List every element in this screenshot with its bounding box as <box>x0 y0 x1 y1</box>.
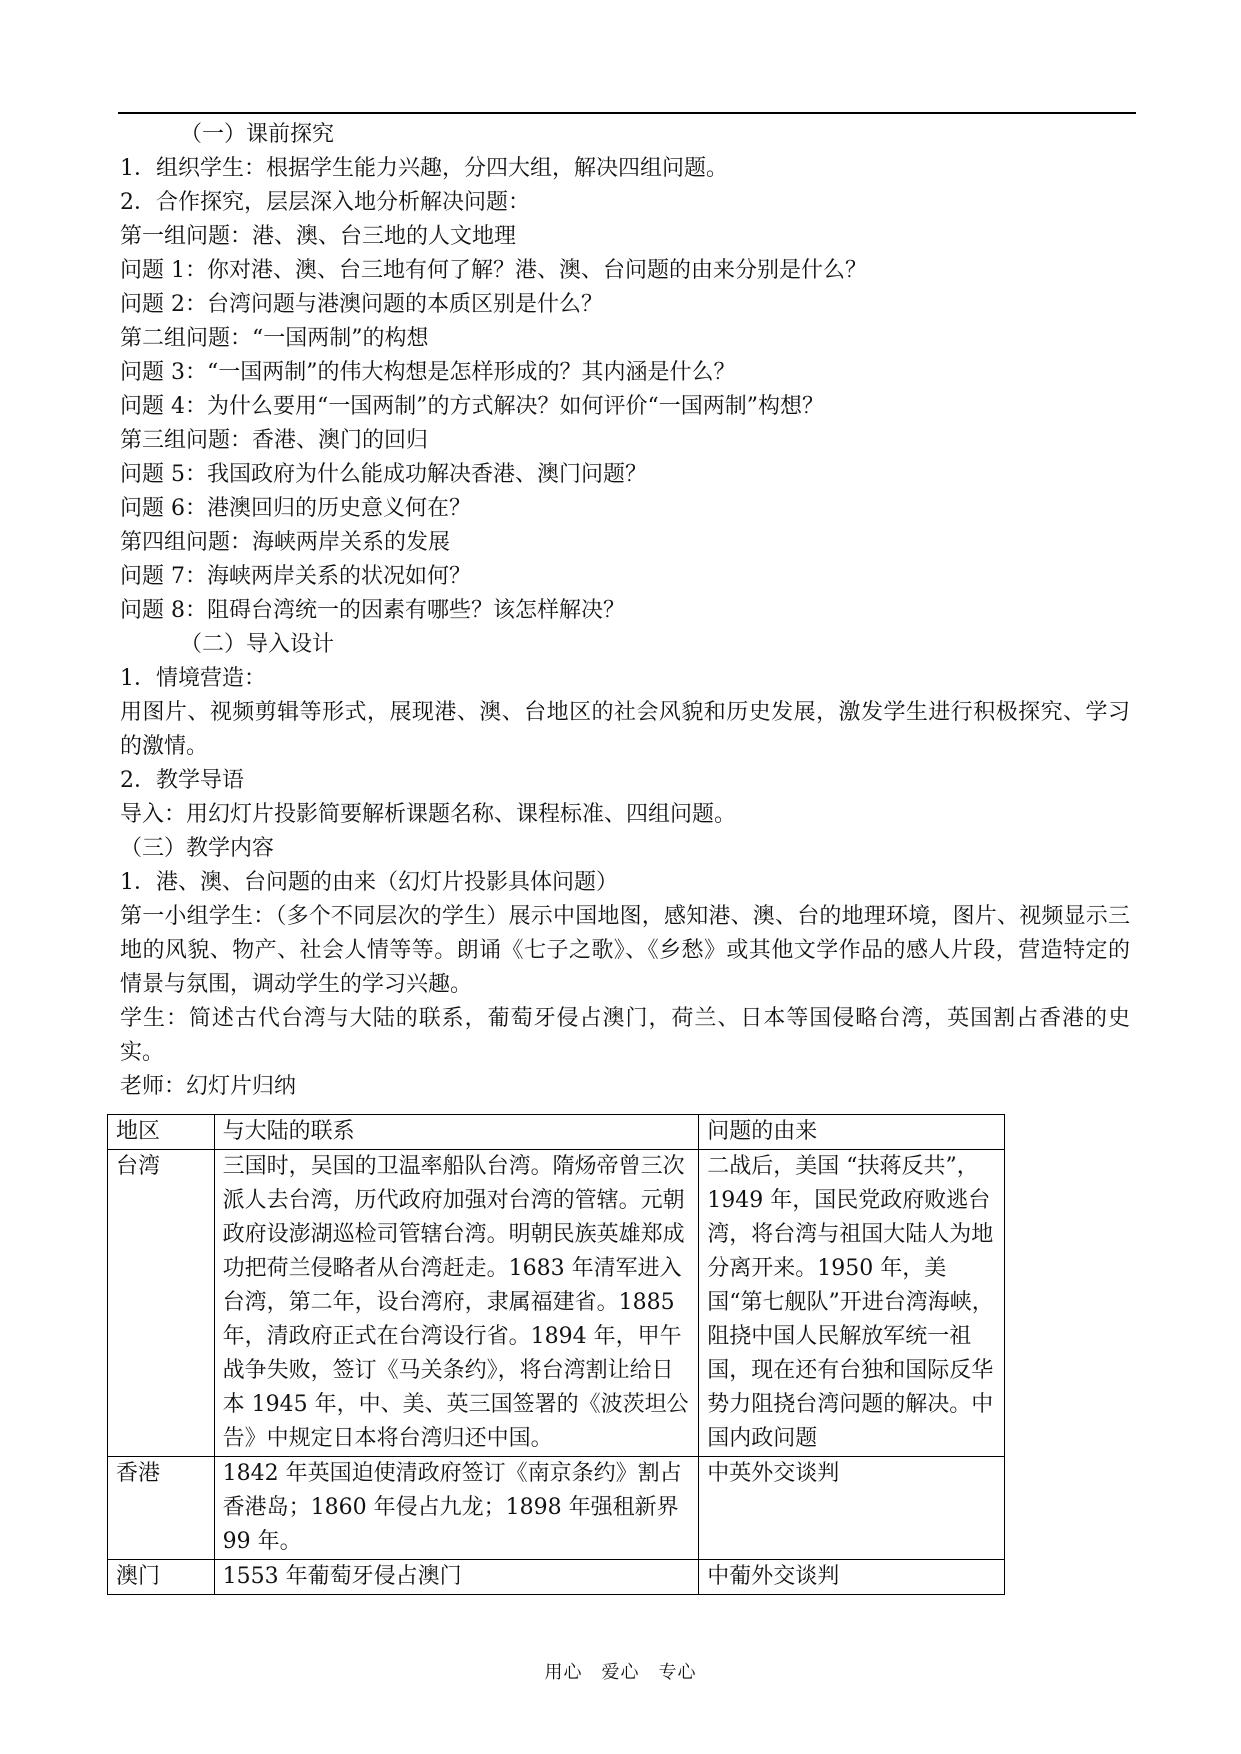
text-line: 1．港、澳、台问题的由来（幻灯片投影具体问题） <box>120 870 618 895</box>
table-header-cell: 问题的由来 <box>699 1115 1005 1150</box>
table-row <box>108 1150 1005 1457</box>
group-heading-2: 第二组问题：“一国两制”的构想 <box>120 326 429 351</box>
table-header-cell: 地区 <box>108 1115 215 1150</box>
question-8: 问题 8：阻碍台湾统一的因素有哪些？该怎样解决？ <box>120 598 625 623</box>
paragraph: 第一小组学生：（多个不同层次的学生）展示中国地图，感知港、澳、台的地理环境，图片、视频显示三地的风貌、物产、社会人情等等。朗诵《七子之歌》、《乡愁》或其他文学作品的感人片段，营造特定的情景与氛围，调动学生的学习兴趣。 <box>120 904 1130 997</box>
question-4: 问题 4：为什么要用“一国两制”的方式解决？如何评价“一国两制”构想？ <box>120 394 824 419</box>
table-header-cell: 与大陆的联系 <box>214 1115 699 1150</box>
question-2: 问题 2：台湾问题与港澳问题的本质区别是什么？ <box>120 292 603 317</box>
paragraph: 学生：简述古代台湾与大陆的联系，葡萄牙侵占澳门，荷兰、日本等国侵略台湾，英国割占香港的史实。 <box>120 1006 1130 1065</box>
table-cell-link: 1842 年英国迫使清政府签订《南京条约》割占香港岛；1860 年侵占九龙；1898 年强租新界 99 年。 <box>214 1457 699 1560</box>
table-cell-origin: 中葡外交谈判 <box>699 1560 1005 1595</box>
question-1: 问题 1：你对港、澳、台三地有何了解？港、澳、台问题的由来分别是什么？ <box>120 258 867 283</box>
question-3: 问题 3：“一国两制”的伟大构想是怎样形成的？其内涵是什么？ <box>120 360 736 385</box>
text-line: 老师：幻灯片归纳 <box>120 1074 297 1099</box>
table-header-row <box>108 1115 1005 1150</box>
document-body <box>120 118 1130 1104</box>
text-line: 2．合作探究，层层深入地分析解决问题： <box>120 190 530 215</box>
table-cell-region: 台湾 <box>108 1150 215 1457</box>
table-cell-origin: 二战后，美国 “扶蒋反共”，1949 年，国民党政府败逃台湾，将台湾与祖国大陆人为地分离开来。1950 年，美国“第七舰队”开进台湾海峡，阻挠中国人民解放军统一祖国，现在还有台独和国际反华势力阻挠台湾问题的解决。中国内政问题 <box>699 1150 1005 1457</box>
question-6: 问题 6：港澳回归的历史意义何在？ <box>120 496 471 521</box>
paragraph: 用图片、视频剪辑等形式，展现港、澳、台地区的社会风貌和历史发展，激发学生进行积极探究、学习的激情。 <box>120 700 1130 759</box>
table-cell-link: 三国时，吴国的卫温率船队台湾。隋炀帝曾三次派人去台湾，历代政府加强对台湾的管辖。元朝政府设澎湖巡检司管辖台湾。明朝民族英雄郑成功把荷兰侵略者从台湾赶走。1683 年清军进入台湾，第二年，设台湾府，隶属福建省。1885 年，清政府正式在台湾设行省。1894 年，甲午战争失败，签订《马关条约》，将台湾割让给日本 1945 年，中、美、英三国签署的《波茨坦公告》中规定日本将台湾归还中国。 <box>214 1150 699 1457</box>
group-heading-4: 第四组问题：海峡两岸关系的发展 <box>120 530 451 555</box>
table-row <box>108 1457 1005 1560</box>
summary-table <box>107 1114 1005 1595</box>
question-5: 问题 5：我国政府为什么能成功解决香港、澳门问题？ <box>120 462 647 487</box>
table-cell-link: 1553 年葡萄牙侵占澳门 <box>214 1560 699 1595</box>
table-cell-region: 香港 <box>108 1457 215 1560</box>
section-heading-3: （三）教学内容 <box>120 836 275 861</box>
text-line: 2．教学导语 <box>120 768 244 793</box>
header-rule <box>118 112 1136 114</box>
section-heading-2: （二）导入设计 <box>180 632 335 657</box>
text-line: 1．组织学生：根据学生能力兴趣，分四大组，解决四组问题。 <box>120 156 728 181</box>
page-footer: 用心 爱心 专心 <box>544 1662 697 1683</box>
table-row <box>108 1560 1005 1595</box>
table-cell-origin: 中英外交谈判 <box>699 1457 1005 1560</box>
question-7: 问题 7：海峡两岸关系的状况如何？ <box>120 564 471 589</box>
text-line: 1．情境营造： <box>120 666 266 691</box>
text-line: 导入：用幻灯片投影简要解析课题名称、课程标准、四组问题。 <box>120 802 737 827</box>
group-heading-3: 第三组问题：香港、澳门的回归 <box>120 428 429 453</box>
table-cell-region: 澳门 <box>108 1560 215 1595</box>
section-heading-1: （一）课前探究 <box>180 122 335 147</box>
group-heading-1: 第一组问题：港、澳、台三地的人文地理 <box>120 224 517 249</box>
